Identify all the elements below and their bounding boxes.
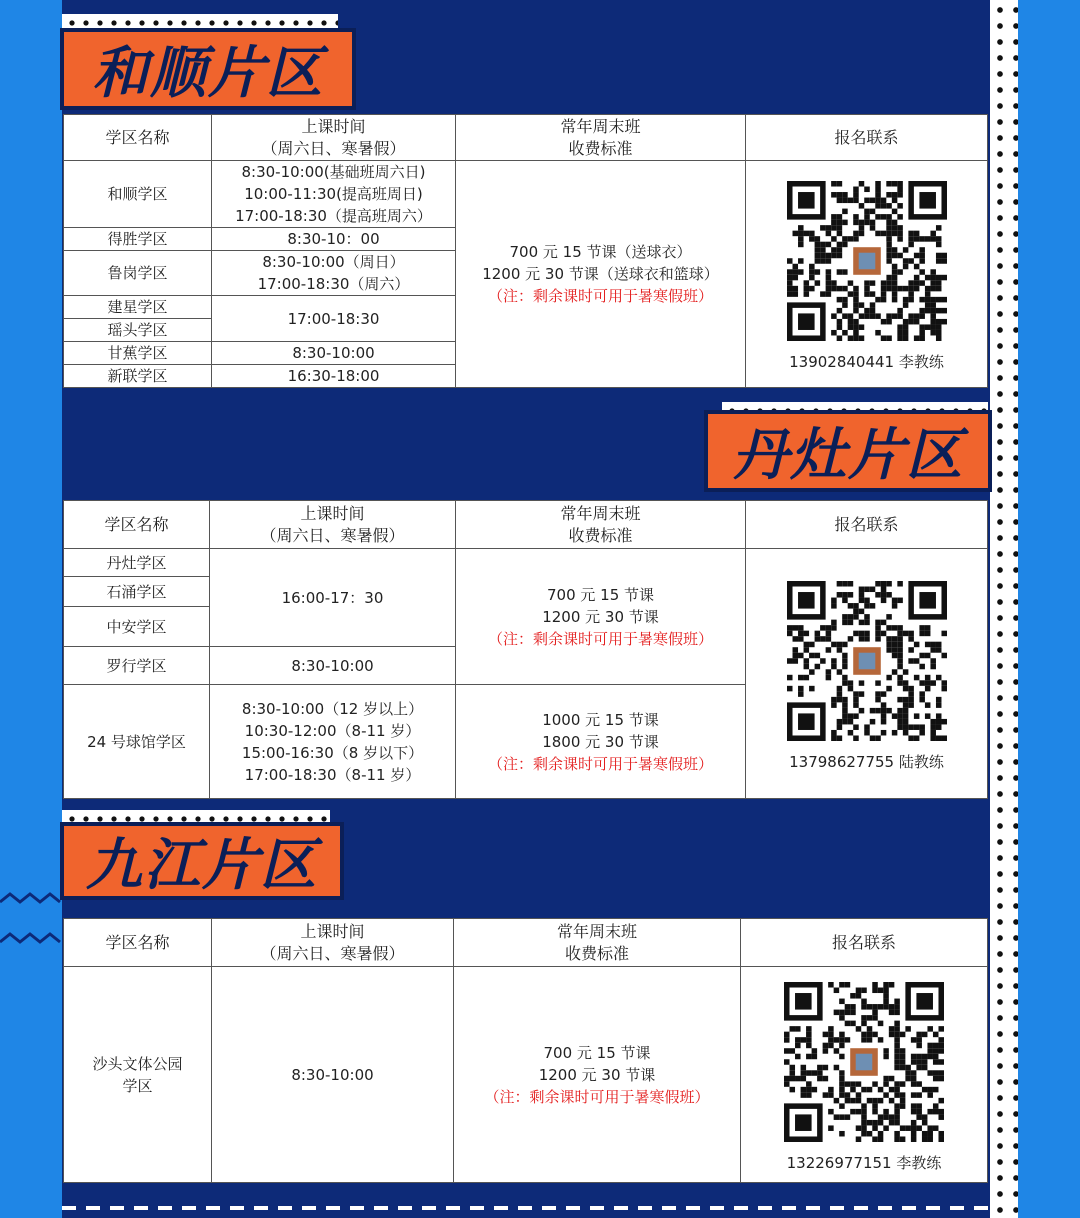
header-time: 上课时间 （周六日、寒暑假） [212,115,456,161]
header-time: 上课时间 （周六日、寒暑假） [212,919,454,967]
contact-cell [746,161,988,388]
district-name: 瑶头学区 [64,319,212,342]
district-name: 和顺学区 [64,161,212,228]
schedule-table [63,918,988,1183]
class-time: 17:00-18:30 [212,296,456,342]
section-title-text: 丹灶片区 [732,423,964,488]
district-name: 鲁岗学区 [64,251,212,296]
qr-code-icon[interactable] [787,581,947,741]
fee-cell: 700 元 15 节课 1200 元 30 节课 （注：剩余课时可用于暑寒假班） [454,967,741,1183]
header-district: 学区名称 [64,115,212,161]
contact-phone: 13798627755 陆教练 [789,752,944,771]
class-time: 8:30-10:00 [212,967,454,1183]
table-header-row [64,501,988,549]
section-title [60,822,344,900]
class-time: 8:30-10:00（周日） 17:00-18:30（周六） [212,251,456,296]
class-time: 8:30-10:00 [210,647,456,685]
header-contact: 报名联系 [741,919,988,967]
header-contact: 报名联系 [746,501,988,549]
district-name: 沙头文体公园 学区 [64,967,212,1183]
district-name: 得胜学区 [64,228,212,251]
district-name: 建星学区 [64,296,212,319]
table-row [64,967,988,1183]
class-time: 16:00-17：30 [210,549,456,647]
district-name: 罗行学区 [64,647,210,685]
district-name: 石涌学区 [64,577,210,607]
class-time: 16:30-18:00 [212,365,456,388]
table-row [64,549,988,577]
class-time: 8:30-10:00（12 岁以上） 10:30-12:00（8-11 岁） 15:00-16:30（8 岁以下） 17:00-18:30（8-11 岁） [210,685,456,799]
header-time: 上课时间 （周六日、寒暑假） [210,501,456,549]
table-header-row [64,115,988,161]
contact-phone: 13902840441 李教练 [789,353,944,371]
district-name: 甘蕉学区 [64,342,212,365]
table-header-row [64,919,988,967]
fee-cell: 700 元 15 节课（送球衣） 1200 元 30 节课（送球衣和篮球） （注：剩余课时可用于暑寒假班） [456,161,746,388]
header-fee: 常年周末班 收费标准 [456,501,746,549]
qr-code-icon[interactable] [784,982,944,1142]
district-name: 中安学区 [64,607,210,647]
header-contact: 报名联系 [746,115,988,161]
fee-note: （注：剩余课时可用于暑寒假班） [487,287,713,305]
qr-code-icon[interactable] [787,181,947,341]
fee-cell: 700 元 15 节课 1200 元 30 节课 （注：剩余课时可用于暑寒假班） [456,549,746,685]
schedule-table [63,500,988,799]
class-time: 8:30-10:00 [212,342,456,365]
header-fee: 常年周末班 收费标准 [454,919,741,967]
district-name: 新联学区 [64,365,212,388]
district-name: 丹灶学区 [64,549,210,577]
table-row [64,161,988,228]
contact-phone: 13226977151 李教练 [786,1153,942,1172]
header-district: 学区名称 [64,919,212,967]
header-fee: 常年周末班 收费标准 [456,115,746,161]
contact-cell [741,967,988,1183]
contact-cell [746,549,988,799]
fee-cell: 1000 元 15 节课 1800 元 30 节课 （注：剩余课时可用于暑寒假班） [456,685,746,799]
dotted-border-decoration [990,0,1018,1218]
side-background [1018,0,1080,1218]
class-time: 8:30-10:00(基础班周六日) 10:00-11:30(提高班周日) 17:00-18:30（提高班周六） [212,161,456,228]
zigzag-decoration-icon [0,890,62,960]
fee-note: （注：剩余课时可用于暑寒假班） [484,1087,710,1106]
dashed-border-decoration [62,1206,990,1210]
fee-note: （注：剩余课时可用于暑寒假班） [487,754,713,773]
header-district: 学区名称 [64,501,210,549]
section-title [704,410,992,492]
district-name: 24 号球馆学区 [64,685,210,799]
section-title [60,28,356,110]
section-title-text: 和顺片区 [92,41,324,106]
section-title-text: 九江片区 [86,833,318,898]
class-time: 8:30-10：00 [212,228,456,251]
schedule-table [63,114,988,388]
fee-note: （注：剩余课时可用于暑寒假班） [487,629,713,648]
